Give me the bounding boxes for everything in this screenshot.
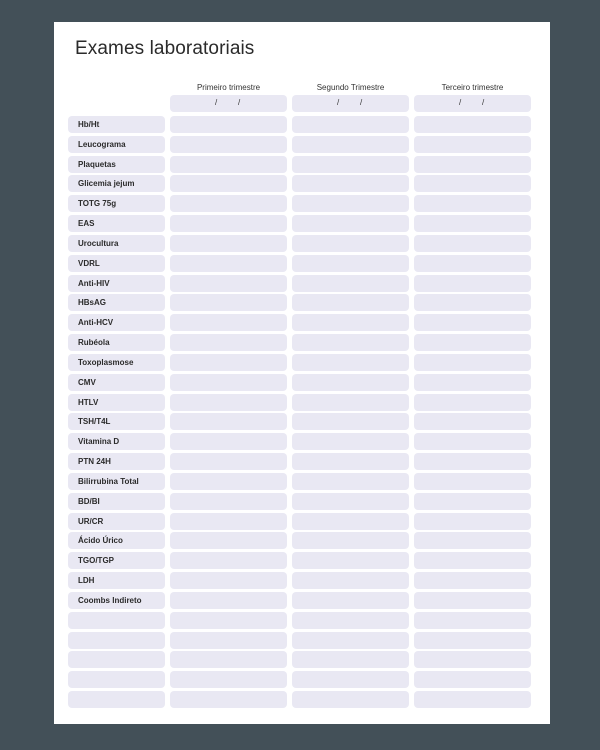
result-field[interactable] [292,334,409,351]
result-field[interactable] [414,116,531,133]
exam-label: PTN 24H [68,453,165,470]
column-header: Segundo Trimestre [316,83,385,92]
result-field[interactable] [170,156,287,173]
exam-label: Vitamina D [68,433,165,450]
result-field[interactable] [292,532,409,549]
result-field[interactable] [292,255,409,272]
result-field[interactable] [414,651,531,668]
exam-label: Anti-HCV [68,314,165,331]
exam-label: HBsAG [68,294,165,311]
result-field[interactable] [292,651,409,668]
result-field[interactable] [292,294,409,311]
result-field[interactable] [414,215,531,232]
result-field[interactable] [292,552,409,569]
result-field[interactable] [170,334,287,351]
date-separator: / [482,98,485,107]
result-field[interactable] [414,532,531,549]
result-field[interactable] [170,314,287,331]
result-field[interactable] [170,473,287,490]
result-field[interactable] [292,354,409,371]
exam-label [68,651,165,668]
result-field[interactable] [170,493,287,510]
exam-label: BD/BI [68,493,165,510]
exam-label: VDRL [68,255,165,272]
exam-label: Toxoplasmose [68,354,165,371]
result-field[interactable] [414,572,531,589]
date-separator: / [215,98,218,107]
exam-label [68,671,165,688]
exam-label: Hb/Ht [68,116,165,133]
result-field[interactable] [292,215,409,232]
result-field[interactable] [170,552,287,569]
result-field[interactable] [170,632,287,649]
result-field[interactable] [170,513,287,530]
result-field[interactable] [292,314,409,331]
page-title: Exames laboratoriais [75,38,255,59]
result-field[interactable] [170,532,287,549]
result-field[interactable] [170,453,287,470]
result-field[interactable] [414,671,531,688]
result-field[interactable] [292,493,409,510]
result-field[interactable] [292,433,409,450]
result-field[interactable] [292,394,409,411]
result-field[interactable] [170,255,287,272]
exam-label: LDH [68,572,165,589]
exam-label: TGO/TGP [68,552,165,569]
date-separator: / [238,98,241,107]
result-field[interactable] [414,513,531,530]
result-field[interactable] [292,136,409,153]
date-field[interactable] [414,95,531,112]
result-field[interactable] [292,413,409,430]
result-field[interactable] [414,136,531,153]
exam-label: Bilirrubina Total [68,473,165,490]
exam-label [68,612,165,629]
date-field[interactable] [170,95,287,112]
result-field[interactable] [292,156,409,173]
result-field[interactable] [170,592,287,609]
result-field[interactable] [292,374,409,391]
result-field[interactable] [414,334,531,351]
result-field[interactable] [292,453,409,470]
result-field[interactable] [170,433,287,450]
result-field[interactable] [414,175,531,192]
result-field[interactable] [414,314,531,331]
result-field[interactable] [292,195,409,212]
result-field[interactable] [292,175,409,192]
result-field[interactable] [292,473,409,490]
result-field[interactable] [414,374,531,391]
result-field[interactable] [414,195,531,212]
result-field[interactable] [414,156,531,173]
result-field[interactable] [170,374,287,391]
column-header: Terceiro trimestre [441,83,504,92]
result-field[interactable] [170,671,287,688]
result-field[interactable] [414,473,531,490]
exam-label [68,691,165,708]
result-field[interactable] [292,572,409,589]
result-field[interactable] [414,275,531,292]
exam-label: Rubéola [68,334,165,351]
result-field[interactable] [414,453,531,470]
result-field[interactable] [414,691,531,708]
form-page [54,22,550,724]
result-field[interactable] [170,175,287,192]
exam-label: UR/CR [68,513,165,530]
exam-label: Plaquetas [68,156,165,173]
date-separator: / [459,98,462,107]
result-field[interactable] [414,493,531,510]
exam-label [68,632,165,649]
exam-label: TOTG 75g [68,195,165,212]
date-separator: / [337,98,340,107]
result-field[interactable] [170,413,287,430]
exam-label: Leucograma [68,136,165,153]
exam-label: Urocultura [68,235,165,252]
result-field[interactable] [170,651,287,668]
result-field[interactable] [170,394,287,411]
result-field[interactable] [170,354,287,371]
result-field[interactable] [292,275,409,292]
result-field[interactable] [170,116,287,133]
result-field[interactable] [414,552,531,569]
exam-label: EAS [68,215,165,232]
result-field[interactable] [414,354,531,371]
result-field[interactable] [170,612,287,629]
result-field[interactable] [170,136,287,153]
result-field[interactable] [292,691,409,708]
result-field[interactable] [414,612,531,629]
result-field[interactable] [292,592,409,609]
result-field[interactable] [414,413,531,430]
result-field[interactable] [292,513,409,530]
result-field[interactable] [414,592,531,609]
result-field[interactable] [414,294,531,311]
result-field[interactable] [414,235,531,252]
exam-label: TSH/T4L [68,413,165,430]
exam-label: CMV [68,374,165,391]
result-field[interactable] [292,671,409,688]
result-field[interactable] [292,632,409,649]
result-field[interactable] [170,294,287,311]
result-field[interactable] [292,612,409,629]
exam-label: Anti-HIV [68,275,165,292]
exam-label: Glicemia jejum [68,175,165,192]
result-field[interactable] [170,215,287,232]
result-field[interactable] [292,235,409,252]
result-field[interactable] [414,255,531,272]
result-field[interactable] [170,691,287,708]
date-field[interactable] [292,95,409,112]
result-field[interactable] [170,195,287,212]
result-field[interactable] [292,116,409,133]
exam-label: Coombs Indireto [68,592,165,609]
result-field[interactable] [414,433,531,450]
result-field[interactable] [170,572,287,589]
result-field[interactable] [414,394,531,411]
result-field[interactable] [170,235,287,252]
result-field[interactable] [414,632,531,649]
date-separator: / [360,98,363,107]
column-header: Primeiro trimestre [196,83,261,92]
exam-label: HTLV [68,394,165,411]
result-field[interactable] [170,275,287,292]
exam-label: Ácido Úrico [68,532,165,549]
